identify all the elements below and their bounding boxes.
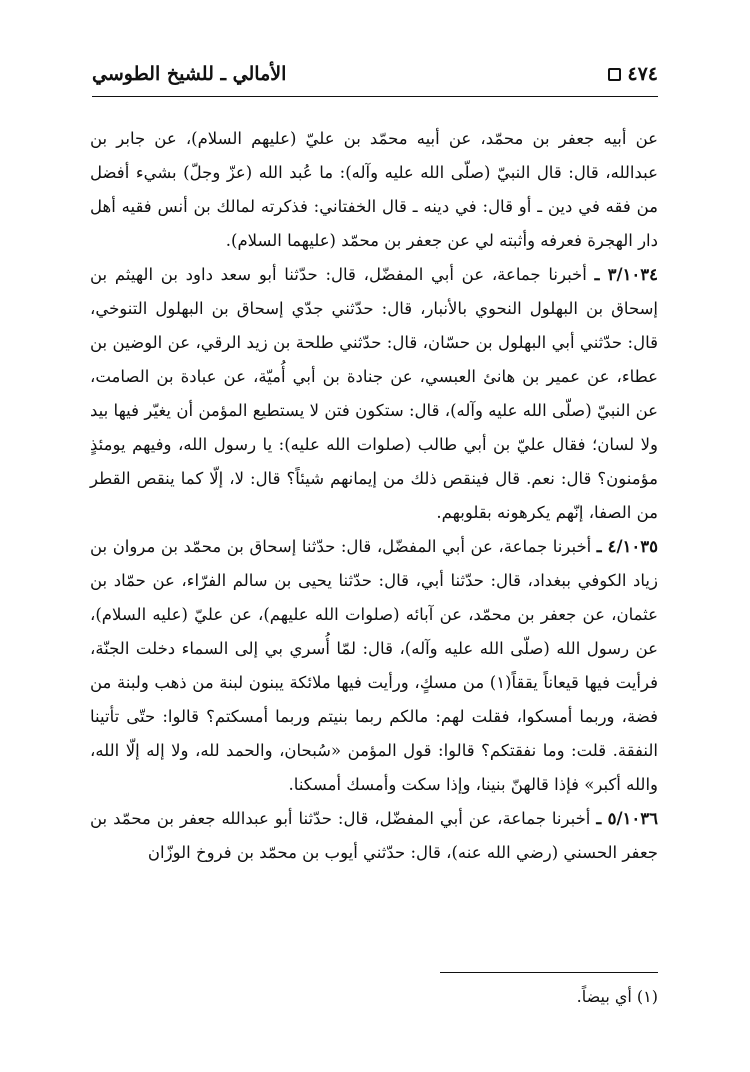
hadith-1035 (90, 530, 658, 802)
paragraph-text: عن أبيه جعفر بن محمّد، عن أبيه محمّد بن عليّ (عليهم السلام)، عن جابر بن عبدالله، قال: قال النبيّ (صلّى الله عليه وآله): ما عُبد الله (عزّ وجلّ) بشيء أفضل من فقه في دين ـ أو قال: في دينه ـ قال الخفتاني: فذكرته لمالك بن أنس فقيه أهل دار الهجرة فعرفه وأثبته لي عن جعفر بن محمّد (عليهما السلام). (90, 129, 658, 250)
page-header (92, 56, 658, 92)
paragraph-text: أخبرنا جماعة، عن أبي المفضّل، قال: حدّثنا أبو سعد داود بن الهيثم بن إسحاق بن البهلول النحوي بالأنبار، قال: حدّثني جدّي إسحاق بن البهلول التنوخي، قال: حدّثني أبي البهلول بن حسّان، قال: حدّثني طلحة بن زيد الرقي، عن الوضين بن عطاء، عن عمير بن هانئ العبسي، عن جنادة بن أبي أُميّة، عن عبادة بن الصامت، عن النبيّ (صلّى الله عليه وآله)، قال: ستكون فتن لا يستطيع المؤمن أن يغيّر فيها بيد ولا لسان؛ فقال عليّ بن أبي طالب (صلوات الله عليه): يا رسول الله، وفيهم يومئذٍ مؤمنون؟ قال: نعم. قال فينقص ذلك من إيمانهم شيئاً؟ قال: لا، إلّا كما ينقص القطر من الصفا، إنّهم يكرهونه بقلوبهم. (90, 265, 658, 522)
hadith-number: ٣/١٠٣٤ ـ (594, 265, 658, 284)
running-title: الأمالي ـ للشيخ الطوسي (92, 63, 287, 85)
hadith-1036 (90, 802, 658, 870)
footnote-divider (440, 972, 658, 973)
main-text (90, 122, 658, 870)
paragraph-text: أخبرنا جماعة، عن أبي المفضّل، قال: حدّثنا إسحاق بن محمّد بن مروان بن زياد الكوفي ببغداد، قال: حدّثنا أبي، قال: حدّثنا يحيى بن سالم الفرّاء، عن حمّاد بن عثمان، عن جعفر بن محمّد، عن آبائه (صلوات الله عليهم)، عن عليّ (عليه السلام)، عن رسول الله (صلّى الله عليه وآله)، قال: لمّا أُسري بي إلى السماء دخلت الجنّة، فرأيت فيها قيعاناً يققاً(١) من مسكٍ، ورأيت فيها ملائكة يبنون لبنة من ذهب ولبنة من فضة، وربما أمسكوا، فقلت لهم: مالكم ربما بنيتم وربما أمسكتم؟ قالوا: حتّى تأتينا النفقة. قلت: وما نفقتكم؟ قالوا: قول المؤمن «سُبحان، والحمد لله، ولا إله إلّا الله، والله أكبر» فإذا قالهنّ بنينا، وإذا سكت وأمسك أمسكنا. (90, 537, 658, 794)
hadith-number: ٤/١٠٣٥ ـ (596, 537, 658, 556)
paragraph-continuation (90, 122, 658, 258)
hadith-number: ٥/١٠٣٦ ـ (596, 809, 658, 828)
page-number: ٤٧٤ (627, 63, 658, 85)
header-divider (92, 96, 658, 97)
page-number-group (608, 63, 658, 85)
paragraph-text: أخبرنا جماعة، عن أبي المفضّل، قال: حدّثنا أبو عبدالله جعفر بن محمّد بن جعفر الحسني (رضي الله عنه)، قال: حدّثني أيوب بن محمّد بن فروخ الوزّان (90, 809, 658, 862)
footnote: (١) أي بيضاً. (576, 987, 658, 1006)
square-box-icon (608, 68, 621, 81)
hadith-1034 (90, 258, 658, 530)
